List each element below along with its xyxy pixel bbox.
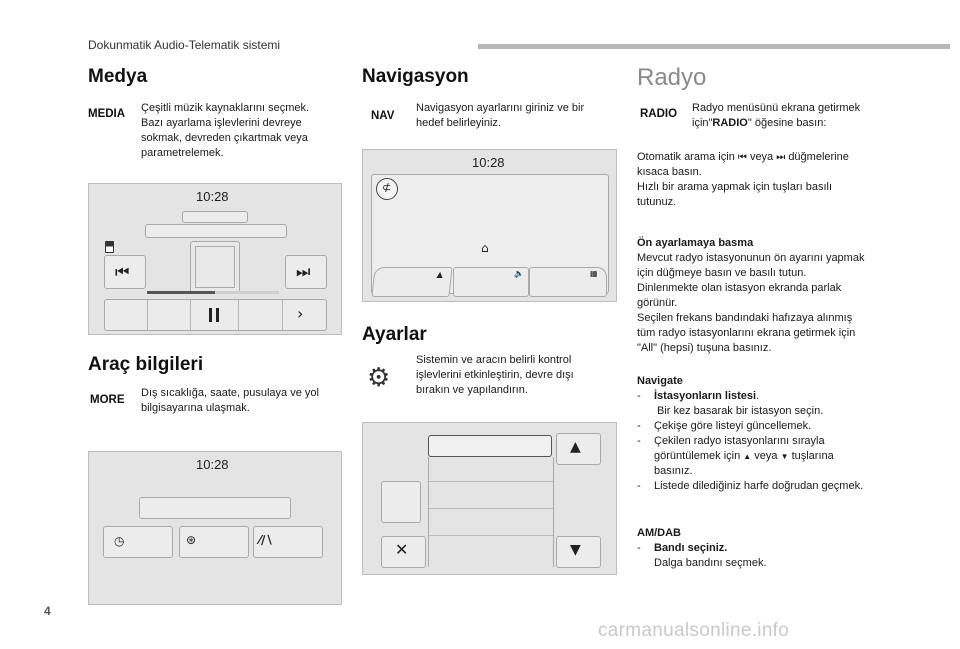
radyo-title: Radyo <box>637 64 707 91</box>
nav-key: NAV <box>371 110 395 122</box>
previous-track-icon: ⏮ <box>115 262 130 281</box>
close-button[interactable] <box>381 536 426 568</box>
arac-description: Dış sıcaklığa, saate, pusulaya ve yol bilgisayarına ulaşmak. <box>141 387 319 414</box>
media-control-bar <box>104 299 327 331</box>
page-number: 4 <box>44 604 51 618</box>
clock-button[interactable] <box>103 526 173 558</box>
media-key: MEDIA <box>88 108 126 120</box>
settings-gear-icon: ⚙ <box>367 363 391 393</box>
progress-fill <box>147 291 215 294</box>
media-track-title-bar <box>182 211 248 223</box>
nav-tab-left[interactable] <box>371 267 452 297</box>
letter-jump-button[interactable] <box>381 481 421 523</box>
nav-tab-right[interactable] <box>529 267 607 297</box>
next-track-icon: ⏭ <box>296 262 311 281</box>
list-up-button[interactable] <box>556 433 601 465</box>
source-usb-icon[interactable] <box>105 241 114 253</box>
header-title: Dokunmatik Audio-Telematik sistemi <box>88 38 281 52</box>
search-destination-icon[interactable]: ⊄ <box>376 178 398 200</box>
radyo-amdab: AM/DAB - Bandı seçiniz. Dalga bandını seçmek. <box>637 527 767 569</box>
arac-screen <box>88 451 342 605</box>
pause-icon[interactable] <box>209 308 212 322</box>
arac-info-bar <box>139 497 291 519</box>
radyo-key: RADIO <box>640 108 678 120</box>
progress-track[interactable] <box>147 291 279 294</box>
media-title: Medya <box>88 66 148 87</box>
media-screen <box>88 183 342 335</box>
nav-tab-center[interactable] <box>453 267 529 297</box>
nav-screen-time: 10:28 <box>472 155 505 170</box>
clock-icon: ◷ <box>114 534 125 548</box>
nav-title: Navigasyon <box>362 66 469 87</box>
traffic-icon: ▦ <box>590 269 598 278</box>
radio-list-screen <box>362 422 617 575</box>
media-artist-bar <box>145 224 287 238</box>
volume-icon: 🔈 <box>514 269 524 278</box>
next-track-button[interactable] <box>285 255 327 289</box>
compass-button[interactable] <box>179 526 249 558</box>
ayarlar-title: Ayarlar <box>362 324 427 345</box>
radyo-navigate: Navigate - İstasyonların listesi. Bir kez basarak bir istasyon seçin. - Çekişe göre listeyi güncellemek. - Çekilen radyo istasyonlarını sırayla görüntülemek için ▲ veya ▼ tuşlarına basınız. - Listede dilediğiniz harfe doğrudan geçmek. <box>637 375 864 492</box>
arac-screen-time: 10:28 <box>196 457 229 472</box>
arac-title: Araç bilgileri <box>88 354 204 375</box>
media-screen-time: 10:28 <box>196 189 229 204</box>
vehicle-position-icon: ⌂ <box>481 241 489 255</box>
close-icon: ✕ <box>395 540 409 559</box>
ayarlar-description: Sistemin ve aracın belirli kontrol işlevlerini etkinleştirin, devre dışı bırakın ve yapılandırın. <box>416 354 574 396</box>
chevron-up-icon: ▲ <box>570 439 581 455</box>
radyo-auto-search: Otomatik arama için ⏮ veya ⏭ düğmelerine kısaca basın. Hızlı bir arama yapmak için tuşları basılı tutunuz. <box>637 151 849 208</box>
nav-screen <box>362 149 617 302</box>
watermark: carmanualsonline.info <box>598 620 790 641</box>
chevron-right-icon[interactable]: › <box>297 304 304 323</box>
up-arrow-icon: ▲ <box>436 270 444 279</box>
compass-icon: ⊛ <box>186 533 197 547</box>
list-header[interactable] <box>428 435 552 457</box>
radyo-description: Radyo menüsünü ekrana getirmek için"RADIO" öğesine basın: <box>692 102 861 129</box>
trip-computer-button[interactable] <box>253 526 323 558</box>
list-down-button[interactable] <box>556 536 601 568</box>
station-list <box>428 457 554 567</box>
header-rule <box>478 44 950 49</box>
arac-key: MORE <box>90 394 125 406</box>
radyo-preset: Ön ayarlamaya basma Mevcut radyo istasyonunun ön ayarını yapmak için düğmeye basın ve basılı tutun. Dinlenmekte olan istasyon ekranda parlak görünür. Seçilen frekans bandındaki hafızaya alınmış tüm radyo istasyonlarını ekrana getirmek için "All" (hepsi) tuşuna basınız. <box>637 237 865 354</box>
previous-track-button[interactable] <box>104 255 146 289</box>
nav-description: Navigasyon ayarlarını giriniz ve bir hedef belirleyiniz. <box>416 102 585 129</box>
media-description: Çeşitli müzik kaynaklarını seçmek. Bazı ayarlama işlevlerini devreye sokmak, devreden çıkartmak veya parametrelemek. <box>141 102 310 159</box>
album-art <box>190 241 240 293</box>
chevron-down-icon: ▼ <box>570 542 581 558</box>
road-icon: ⁄∕∖ <box>259 533 274 547</box>
